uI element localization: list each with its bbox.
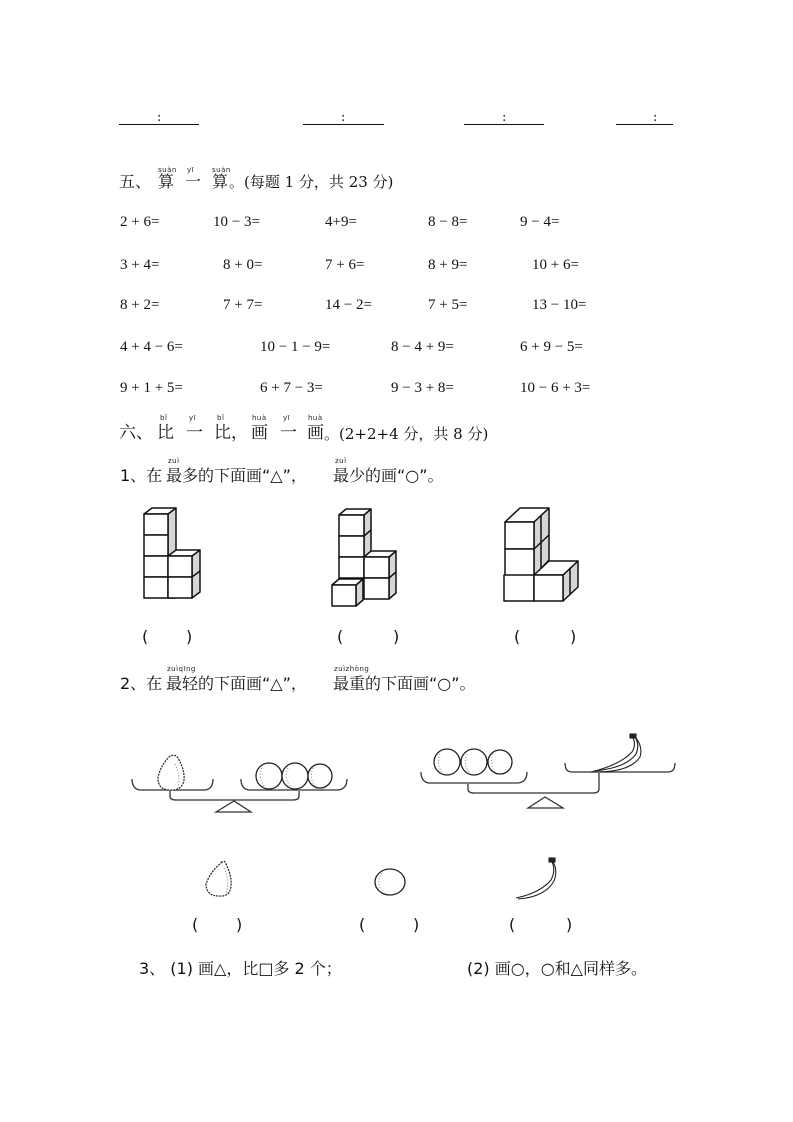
heading-char: 一: [185, 172, 202, 191]
close-paren: ): [413, 915, 420, 934]
orange-icon: [375, 869, 405, 895]
pear-icon: [206, 861, 231, 896]
problem[interactable]: 10 − 3=: [213, 214, 260, 230]
problem[interactable]: 4+9=: [325, 214, 357, 230]
pinyin: yī: [187, 166, 195, 174]
open-paren: (: [142, 627, 149, 646]
problem[interactable]: 6 + 7 − 3=: [260, 380, 323, 396]
pinyin: zuìqīng: [167, 665, 196, 673]
problem[interactable]: 3 + 4=: [120, 257, 160, 273]
pinyin: huà: [308, 414, 323, 422]
question-text: 多的下面画“△”，: [182, 466, 307, 485]
blank-separator: :: [157, 110, 162, 125]
close-paren: ): [393, 627, 400, 646]
problem[interactable]: 8 + 0=: [223, 257, 263, 273]
pinyin: bǐ: [217, 414, 225, 422]
heading-char: 一: [280, 423, 297, 443]
pinyin: bǐ: [160, 414, 168, 422]
pinyin: yī: [283, 414, 291, 422]
problem[interactable]: 9 − 3 + 8=: [391, 380, 454, 396]
problem[interactable]: 13 − 10=: [532, 297, 587, 313]
section-number: 六、: [119, 423, 153, 443]
problem[interactable]: 7 + 5=: [428, 297, 468, 313]
open-paren: (: [509, 915, 516, 934]
pinyin: zuìzhòng: [334, 665, 370, 673]
problem[interactable]: 14 − 2=: [325, 297, 372, 313]
heading-scoring: 。(每题 1 分，共 23 分): [229, 173, 394, 191]
question-text: 最: [166, 466, 183, 485]
open-paren: (: [359, 915, 366, 934]
question-3-part-1: 3、 (1) 画△，比□多 2 个；: [139, 959, 342, 978]
problem[interactable]: 2 + 6=: [120, 214, 160, 230]
heading-char: 比: [157, 423, 174, 443]
heading-char: 画: [251, 423, 268, 443]
pinyin: zuì: [335, 457, 347, 465]
section-number: 五、: [119, 172, 152, 191]
pinyin: huà: [252, 414, 267, 422]
heading-scoring: 。(2+2+4 分，共 8 分): [324, 425, 489, 443]
problem[interactable]: 8 − 8=: [428, 214, 468, 230]
pinyin: zuì: [168, 457, 180, 465]
problem[interactable]: 6 + 9 − 5=: [520, 339, 583, 355]
question-text: 的下面画“△”，: [198, 674, 307, 693]
problem[interactable]: 10 − 6 + 3=: [520, 380, 591, 396]
open-paren: (: [337, 627, 344, 646]
blank-separator: :: [502, 110, 507, 125]
close-paren: ): [566, 915, 573, 934]
heading-char: 算: [158, 172, 175, 191]
problem[interactable]: 9 − 4=: [520, 214, 560, 230]
heading-char: 比，: [214, 423, 248, 443]
close-paren: ): [186, 627, 193, 646]
close-paren: ): [570, 627, 577, 646]
blank-separator: :: [341, 110, 346, 125]
question-text: 的下面画“○”。: [365, 674, 476, 693]
question-text: 少的画“○”。: [349, 466, 444, 485]
problem[interactable]: 7 + 6=: [325, 257, 365, 273]
problem[interactable]: 8 + 2=: [120, 297, 160, 313]
problem[interactable]: 7 + 7=: [223, 297, 263, 313]
open-paren: (: [514, 627, 521, 646]
pinyin: suàn: [158, 166, 177, 174]
heading-char: 算: [212, 172, 229, 191]
question-text: 1、在: [120, 466, 163, 485]
problem[interactable]: 8 − 4 + 9=: [391, 339, 454, 355]
heading-char: 一: [186, 423, 203, 443]
problem[interactable]: 4 + 4 − 6=: [120, 339, 183, 355]
question-text: 最: [333, 466, 350, 485]
pinyin: yī: [189, 414, 197, 422]
question-text: 最轻: [166, 674, 199, 693]
open-paren: (: [192, 915, 199, 934]
problem[interactable]: 8 + 9=: [428, 257, 468, 273]
pinyin: suàn: [212, 166, 231, 174]
question-text: 2、在: [120, 674, 163, 693]
heading-char: 画: [307, 423, 324, 443]
close-paren: ): [236, 915, 243, 934]
question-3-part-2: (2) 画○，○和△同样多。: [467, 959, 647, 978]
problem[interactable]: 10 − 1 − 9=: [260, 339, 331, 355]
problem[interactable]: 9 + 1 + 5=: [120, 380, 183, 396]
blank-separator: :: [653, 110, 658, 125]
problem[interactable]: 10 + 6=: [532, 257, 579, 273]
banana-icon: [516, 858, 556, 899]
question-text: 最重: [333, 674, 366, 693]
